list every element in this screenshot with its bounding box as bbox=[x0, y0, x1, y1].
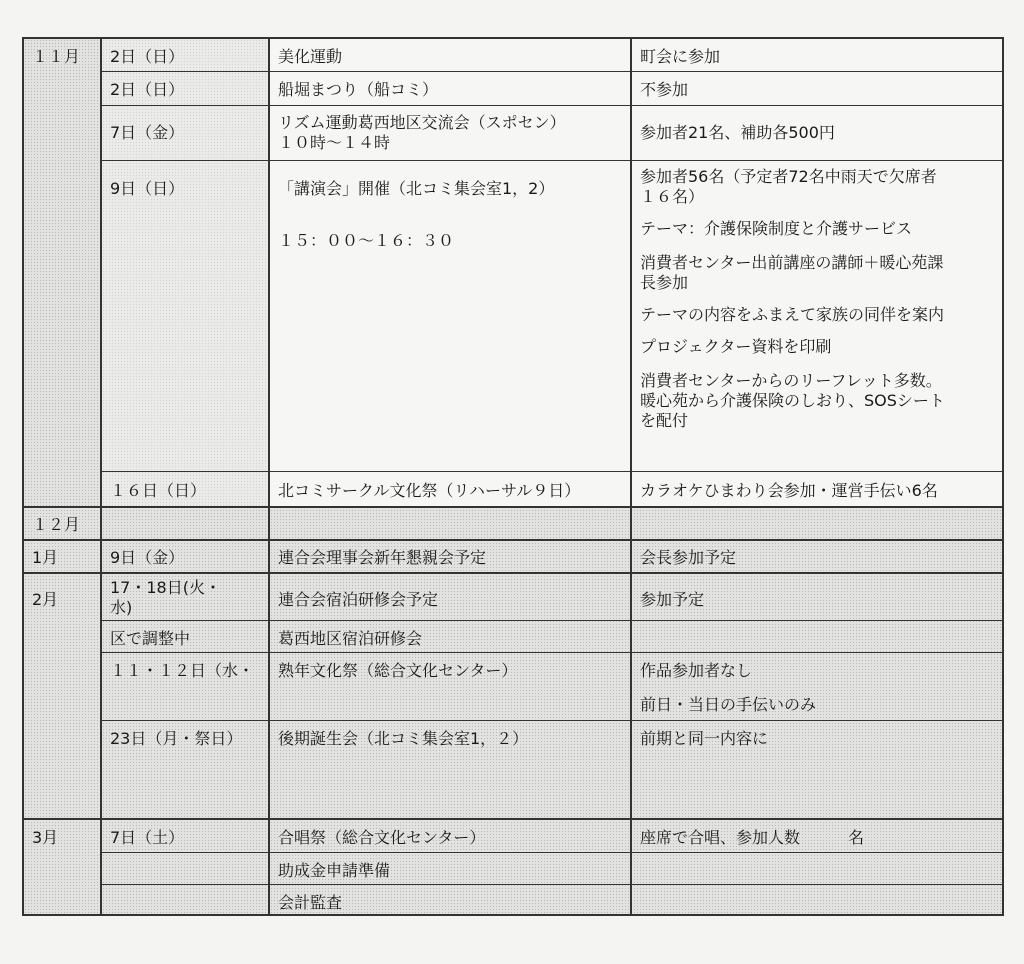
event-line: １０時〜１４時 bbox=[278, 133, 391, 152]
date-cell: 2日（日） bbox=[110, 80, 185, 99]
event-cell: 葛西地区宿泊研修会 bbox=[278, 629, 423, 648]
note-cell: 参加予定 bbox=[640, 590, 705, 609]
row-divider bbox=[100, 160, 1002, 161]
col-divider-1 bbox=[100, 39, 102, 914]
row-divider bbox=[100, 852, 1002, 853]
date-cell: 2日（日） bbox=[110, 47, 185, 66]
col-divider-2 bbox=[268, 39, 270, 914]
date-line: 17・18日(火・ bbox=[110, 578, 221, 597]
date-cell: 9日（日） bbox=[110, 179, 185, 198]
date-line: 水) bbox=[110, 598, 133, 617]
row-divider bbox=[100, 884, 1002, 885]
month-divider bbox=[24, 572, 1002, 574]
event-cell: 会計監査 bbox=[278, 893, 343, 912]
col-divider-3 bbox=[630, 39, 632, 914]
note-cell: 前日・当日の手伝いのみ bbox=[640, 695, 817, 714]
note-cell: カラオケひまわり会参加・運営手伝い6名 bbox=[640, 481, 938, 500]
row-divider bbox=[100, 620, 1002, 621]
note-line: テーマの内容をふまえて家族の同伴を案内 bbox=[640, 305, 945, 324]
event-cell: 合唱祭（総合文化センター） bbox=[278, 828, 486, 847]
row-divider bbox=[100, 720, 1002, 721]
note-line: テーマ：介護保険制度と介護サービス bbox=[640, 219, 913, 238]
event-cell: 美化運動 bbox=[278, 47, 343, 66]
event-cell: 船堀まつり（船コミ） bbox=[278, 80, 439, 99]
date-cell: １６日（日） bbox=[110, 481, 207, 500]
nov-date-shade bbox=[102, 39, 268, 506]
note-line: 暖心苑から介護保険のしおり、SOSシート bbox=[640, 391, 945, 410]
date-cell: 23日（月・祭日） bbox=[110, 729, 243, 748]
event-cell bbox=[272, 111, 628, 155]
note-cell: 不参加 bbox=[640, 80, 689, 99]
note-cell: 作品参加者なし bbox=[640, 661, 753, 680]
note-cell: 前期と同一内容に bbox=[640, 729, 769, 748]
note-line: を配付 bbox=[640, 411, 689, 430]
event-cell: 「講演会」開催（北コミ集会室1，2） bbox=[278, 179, 555, 198]
note-line: 消費者センター出前講座の講師＋暖心苑課 bbox=[640, 253, 944, 272]
note-cell bbox=[634, 165, 1000, 433]
event-cell: 熟年文化祭（総合文化センター） bbox=[278, 661, 518, 680]
note-cell: 参加者21名、補助各500円 bbox=[640, 123, 835, 142]
note-line: プロジェクター資料を印刷 bbox=[640, 337, 832, 356]
month-label-nov: １１月 bbox=[32, 47, 81, 66]
month-label-dec: １２月 bbox=[32, 515, 81, 534]
date-cell: １１・１２日（水・ bbox=[110, 661, 255, 680]
note-line: 長参加 bbox=[640, 273, 689, 292]
schedule-table bbox=[22, 37, 1004, 916]
note-cell: 座席で合唱、参加人数 名 bbox=[640, 828, 865, 847]
note-line: 消費者センターからのリーフレット多数。 bbox=[640, 371, 942, 390]
month-divider bbox=[24, 818, 1002, 820]
event-time: １５：００〜１６：３０ bbox=[278, 231, 455, 250]
date-cell: 7日（金） bbox=[110, 123, 185, 142]
date-cell: 9日（金） bbox=[110, 548, 185, 567]
date-cell bbox=[104, 576, 266, 620]
nov-month-shade bbox=[24, 39, 100, 506]
month-label-jan: 1月 bbox=[32, 548, 59, 567]
date-cell: 区で調整中 bbox=[110, 629, 191, 648]
month-label-mar: 3月 bbox=[32, 828, 59, 847]
note-line: １６名） bbox=[640, 187, 705, 206]
event-line: リズム運動葛西地区交流会（スポセン） bbox=[278, 113, 566, 132]
row-divider bbox=[100, 105, 1002, 106]
note-cell: 町会に参加 bbox=[640, 47, 721, 66]
row-divider bbox=[100, 471, 1002, 472]
note-cell: 会長参加予定 bbox=[640, 548, 737, 567]
event-cell: 連合会宿泊研修会予定 bbox=[278, 590, 439, 609]
date-cell: 7日（土） bbox=[110, 828, 185, 847]
event-cell: 助成金申請準備 bbox=[278, 861, 391, 880]
note-line: 参加者56名（予定者72名中雨天で欠席者 bbox=[640, 167, 937, 186]
month-divider bbox=[24, 539, 1002, 541]
month-divider bbox=[24, 506, 1002, 508]
event-cell: 連合会理事会新年懇親会予定 bbox=[278, 548, 487, 567]
row-divider bbox=[100, 652, 1002, 653]
event-cell: 後期誕生会（北コミ集会室1，２） bbox=[278, 729, 529, 748]
month-label-feb: 2月 bbox=[32, 590, 59, 609]
row-divider bbox=[100, 71, 1002, 72]
event-cell: 北コミサークル文化祭（リハーサル９日） bbox=[278, 481, 581, 500]
